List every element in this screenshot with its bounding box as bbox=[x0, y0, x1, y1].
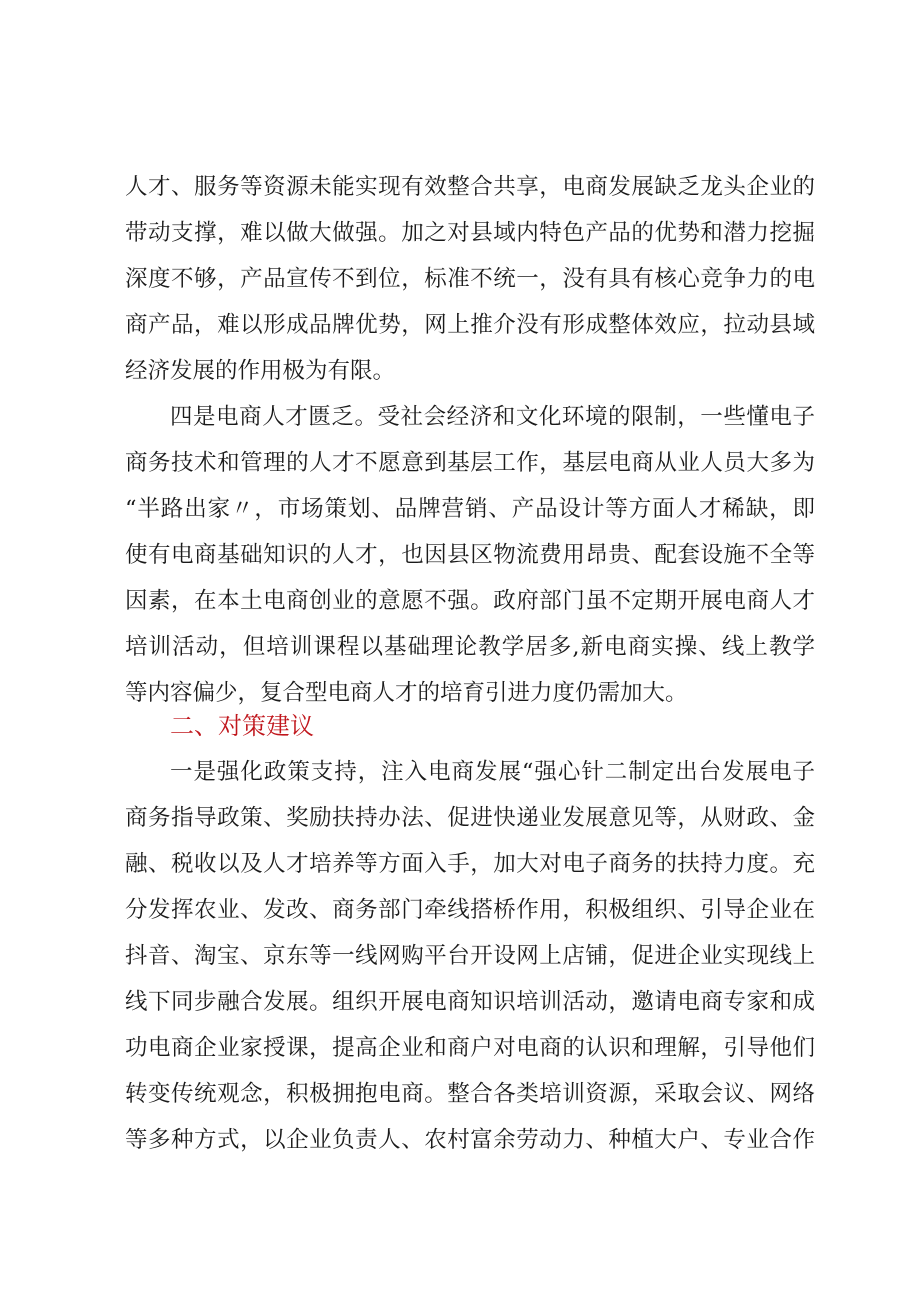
text-line: 商务技术和管理的人才不愿意到基层工作，基层电商从业人员大多为 bbox=[125, 450, 815, 476]
text-line: 线下同步融合发展。组织开展电商知识培训活动，邀请电商专家和成 bbox=[125, 989, 815, 1015]
text-line: 带动支撑，难以做大做强。加之对县域内特色产品的优势和潜力挖掘 bbox=[125, 220, 815, 246]
text-line: 商务指导政策、奖励扶持办法、促进快递业发展意见等，从财政、金 bbox=[125, 805, 815, 831]
text-line: 分发挥农业、发改、商务部门牵线搭桥作用，积极组织、引导企业在 bbox=[125, 897, 815, 923]
text-line: 转变传统观念，积极拥抱电商。整合各类培训资源，采取会议、网络 bbox=[125, 1081, 815, 1107]
text-line: 使有电商基础知识的人才，也因县区物流费用昂贵、配套设施不全等 bbox=[125, 542, 815, 568]
text-line: 等多种方式，以企业负责人、农村富余劳动力、种植大户、专业合作 bbox=[125, 1127, 815, 1153]
text-line: 深度不够，产品宣传不到位，标准不统一，没有具有核心竞争力的电 bbox=[125, 266, 815, 292]
section-heading: 二、对策建议 bbox=[170, 712, 314, 740]
text-line: 功电商企业家授课，提高企业和商户对电商的认识和理解，引导他们 bbox=[125, 1035, 815, 1061]
text-line: “半路出家〃，市场策划、品牌营销、产品设计等方面人才稀缺，即 bbox=[125, 496, 815, 522]
text-line: 一是强化政策支持，注入电商发展“强心针二制定出台发展电子 bbox=[170, 759, 815, 785]
text-line: 等内容偏少，复合型电商人才的培育引进力度仍需加大。 bbox=[125, 680, 688, 706]
text-line: 融、税收以及人才培养等方面入手，加大对电子商务的扶持力度。充 bbox=[125, 851, 815, 877]
text-line: 因素，在本土电商创业的意愿不强。政府部门虽不定期开展电商人才 bbox=[125, 588, 815, 614]
text-line: 抖音、淘宝、京东等一线网购平台开设网上店铺，促进企业实现线上 bbox=[125, 943, 815, 969]
text-line: 四是电商人才匮乏。受社会经济和文化环境的限制，一些懂电子 bbox=[170, 404, 815, 430]
text-line: 经济发展的作用极为有限。 bbox=[125, 358, 396, 384]
text-line: 培训活动，但培训课程以基础理论教学居多,新电商实操、线上教学 bbox=[125, 634, 815, 660]
text-line: 人才、服务等资源未能实现有效整合共享，电商发展缺乏龙头企业的 bbox=[125, 174, 815, 200]
text-line: 商产品，难以形成品牌优势，网上推介没有形成整体效应，拉动县域 bbox=[125, 312, 815, 338]
